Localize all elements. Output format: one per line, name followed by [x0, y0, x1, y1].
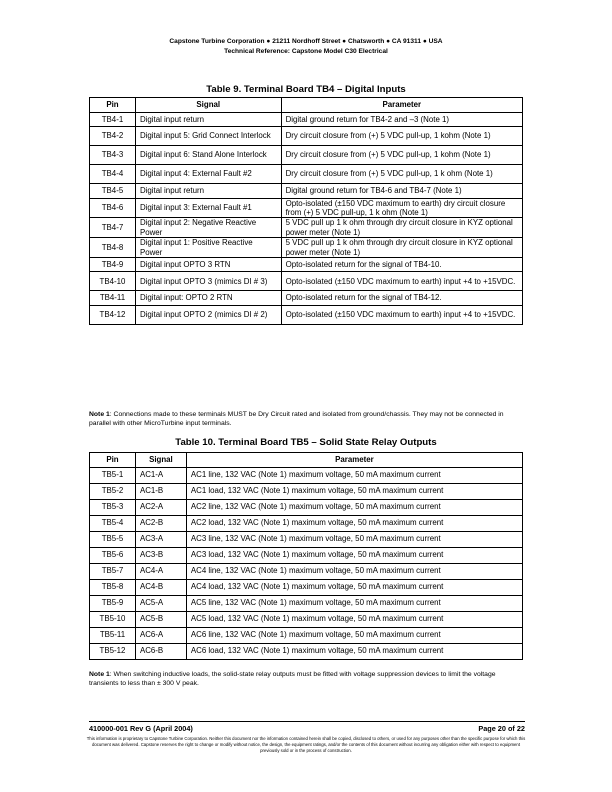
table9-cell-pin: TB4-6	[90, 198, 136, 218]
header-reference-line: Technical Reference: Capstone Model C30 Electrical	[224, 47, 388, 55]
table10-cell-pin: TB5-7	[90, 563, 136, 579]
table9-cell-parameter: Opto-isolated (±150 VDC maximum to earth) dry circuit closure from (+) 5 VDC pull-up, 1 k ohm (Note 1)	[281, 198, 522, 218]
table10-cell-pin: TB5-10	[90, 611, 136, 627]
table9-cell-pin: TB4-7	[90, 218, 136, 238]
table10-cell-signal: AC3-B	[135, 547, 186, 563]
table10-cell-signal: AC6-A	[135, 627, 186, 643]
table9-row	[90, 238, 523, 258]
footer-divider	[89, 721, 525, 722]
table10-row	[90, 515, 523, 531]
table10-cell-parameter: AC5 load, 132 VAC (Note 1) maximum voltage, 50 mA maximum current	[186, 611, 522, 627]
table10-row	[90, 563, 523, 579]
table9-row	[90, 112, 523, 127]
table9-cell-parameter: 5 VDC pull up 1 k ohm through dry circuit closure in KYZ optional power meter (Note 1)	[281, 238, 522, 258]
table9-cell-parameter: Digital ground return for TB4-6 and TB4-7 (Note 1)	[281, 184, 522, 199]
table10-row	[90, 627, 523, 643]
table10-cell-signal: AC5-B	[135, 611, 186, 627]
table9-cell-signal: Digital input 1: Positive Reactive Power	[135, 238, 281, 258]
table10-cell-pin: TB5-2	[90, 483, 136, 499]
table9-cell-signal: Digital input return	[135, 184, 281, 199]
table9-header-row	[90, 98, 523, 113]
table10-cell-signal: AC1-B	[135, 483, 186, 499]
table9-cell-pin: TB4-8	[90, 238, 136, 258]
table9-cell-pin: TB4-10	[90, 272, 136, 291]
table9-cell-signal: Digital input OPTO 2 (mimics DI # 2)	[135, 305, 281, 324]
table10-cell-signal: AC4-B	[135, 579, 186, 595]
footer-document-id: 410000-001 Rev G (April 2004)	[89, 724, 193, 733]
table10-note	[89, 670, 525, 689]
table9-row	[90, 218, 523, 238]
table10-relay-outputs	[89, 452, 523, 660]
table10-row	[90, 611, 523, 627]
table9-cell-pin: TB4-3	[90, 146, 136, 165]
table10-header-row	[90, 453, 523, 468]
table9-cell-signal: Digital input OPTO 3 RTN	[135, 257, 281, 272]
table10-cell-parameter: AC2 load, 132 VAC (Note 1) maximum voltage, 50 mA maximum current	[186, 515, 522, 531]
table9-note-text: : Connections made to these terminals MUST be Dry Circuit rated and isolated from ground/chassis. They may not be connected in parallel with other MicroTurbine input terminals.	[89, 411, 504, 428]
table9-cell-pin: TB4-2	[90, 127, 136, 146]
table9-cell-signal: Digital input 6: Stand Alone Interlock	[135, 146, 281, 165]
table9-cell-pin: TB4-12	[90, 305, 136, 324]
table9-note	[89, 410, 525, 429]
header-company-line: Capstone Turbine Corporation ● 21211 Nordhoff Street ● Chatsworth ● CA 91311 ● USA	[169, 38, 443, 45]
table9-header-signal: Signal	[135, 98, 281, 113]
table10-cell-signal: AC4-A	[135, 563, 186, 579]
footer-disclaimer: This information is proprietary to Capstone Turbine Corporation. Neither this document nor the information contained herein shall be copied, disclosed to others, or used for any purposes other than the specific purpose for which this document was delivered. Capstone reserves the right to change or modify without notice, the design, the equipment ratings, and/or the contents of this document without incurring any obligation either with respect to equipment previously sold or in the process of construction.	[86, 736, 526, 753]
table10-note-text: : When switching inductive loads, the solid-state relay outputs must be fitted with voltage suppression devices to limit the voltage transients to less than ± 300 V peak.	[89, 671, 496, 688]
table9-cell-signal: Digital input OPTO 3 (mimics DI # 3)	[135, 272, 281, 291]
table10-cell-signal: AC1-A	[135, 467, 186, 483]
table9-cell-parameter: Opto-isolated return for the signal of TB4-12.	[281, 291, 522, 306]
table10-row	[90, 531, 523, 547]
table10-cell-parameter: AC1 line, 132 VAC (Note 1) maximum voltage, 50 mA maximum current	[186, 467, 522, 483]
table9-row	[90, 165, 523, 184]
table10-cell-pin: TB5-1	[90, 467, 136, 483]
table9-cell-signal: Digital input 2: Negative Reactive Power	[135, 218, 281, 238]
table9-cell-pin: TB4-1	[90, 112, 136, 127]
table10-header-signal: Signal	[135, 453, 186, 468]
table9-header-parameter: Parameter	[281, 98, 522, 113]
table9-row	[90, 198, 523, 218]
table10-row	[90, 643, 523, 659]
table10-cell-pin: TB5-11	[90, 627, 136, 643]
table10-note-label: Note 1	[89, 671, 110, 678]
table10-cell-parameter: AC3 load, 132 VAC (Note 1) maximum voltage, 50 mA maximum current	[186, 547, 522, 563]
table10-cell-signal: AC2-A	[135, 499, 186, 515]
table9-cell-parameter: Opto-isolated (±150 VDC maximum to earth) input +4 to +15VDC.	[281, 272, 522, 291]
table10-cell-parameter: AC2 line, 132 VAC (Note 1) maximum voltage, 50 mA maximum current	[186, 499, 522, 515]
table9-cell-parameter: Opto-isolated (±150 VDC maximum to earth) input +4 to +15VDC.	[281, 305, 522, 324]
table10-row	[90, 579, 523, 595]
table9-header-pin: Pin	[90, 98, 136, 113]
table9-cell-parameter: Opto-isolated return for the signal of TB4-10.	[281, 257, 522, 272]
table9-cell-signal: Digital input 4: External Fault #2	[135, 165, 281, 184]
table10-row	[90, 499, 523, 515]
table9-cell-pin: TB4-4	[90, 165, 136, 184]
table9-cell-signal: Digital input 5: Grid Connect Interlock	[135, 127, 281, 146]
table9-title: Table 9. Terminal Board TB4 – Digital Inputs	[206, 84, 406, 95]
table9-row	[90, 272, 523, 291]
table9-cell-pin: TB4-5	[90, 184, 136, 199]
table10-cell-parameter: AC5 line, 132 VAC (Note 1) maximum voltage, 50 mA maximum current	[186, 595, 522, 611]
table10-header-pin: Pin	[90, 453, 136, 468]
table10-cell-parameter: AC6 load, 132 VAC (Note 1) maximum voltage, 50 mA maximum current	[186, 643, 522, 659]
table10-cell-signal: AC6-B	[135, 643, 186, 659]
table9-row	[90, 291, 523, 306]
table9-cell-parameter: Dry circuit closure from (+) 5 VDC pull-up, 1 kohm (Note 1)	[281, 127, 522, 146]
table10-cell-pin: TB5-8	[90, 579, 136, 595]
table10-cell-pin: TB5-5	[90, 531, 136, 547]
table9-row	[90, 146, 523, 165]
table10-row	[90, 595, 523, 611]
table10-row	[90, 467, 523, 483]
table9-cell-pin: TB4-11	[90, 291, 136, 306]
table9-cell-signal: Digital input 3: External Fault #1	[135, 198, 281, 218]
table10-cell-parameter: AC6 line, 132 VAC (Note 1) maximum voltage, 50 mA maximum current	[186, 627, 522, 643]
table10-cell-parameter: AC3 line, 132 VAC (Note 1) maximum voltage, 50 mA maximum current	[186, 531, 522, 547]
table10-cell-signal: AC5-A	[135, 595, 186, 611]
footer-page-number: Page 20 of 22	[478, 724, 525, 733]
table9-cell-pin: TB4-9	[90, 257, 136, 272]
table10-cell-signal: AC2-B	[135, 515, 186, 531]
table9-row	[90, 305, 523, 324]
table9-cell-parameter: 5 VDC pull up 1 k ohm through dry circuit closure in KYZ optional power meter (Note 1)	[281, 218, 522, 238]
table9-cell-parameter: Dry circuit closure from (+) 5 VDC pull-up, 1 kohm (Note 1)	[281, 146, 522, 165]
table9-row	[90, 184, 523, 199]
table10-row	[90, 483, 523, 499]
table9-row	[90, 257, 523, 272]
table10-header-parameter: Parameter	[186, 453, 522, 468]
table10-cell-pin: TB5-6	[90, 547, 136, 563]
table9-digital-inputs	[89, 97, 523, 325]
table10-cell-parameter: AC4 line, 132 VAC (Note 1) maximum voltage, 50 mA maximum current	[186, 563, 522, 579]
table10-cell-pin: TB5-12	[90, 643, 136, 659]
page-header	[0, 37, 612, 56]
table9-cell-signal: Digital input: OPTO 2 RTN	[135, 291, 281, 306]
table10-row	[90, 547, 523, 563]
table9-cell-parameter: Dry circuit closure from (+) 5 VDC pull-up, 1 k ohm (Note 1)	[281, 165, 522, 184]
table10-title: Table 10. Terminal Board TB5 – Solid State Relay Outputs	[175, 437, 437, 448]
table10-cell-pin: TB5-9	[90, 595, 136, 611]
table10-cell-pin: TB5-3	[90, 499, 136, 515]
table9-note-label: Note 1	[89, 411, 110, 418]
table9-row	[90, 127, 523, 146]
table10-cell-parameter: AC4 load, 132 VAC (Note 1) maximum voltage, 50 mA maximum current	[186, 579, 522, 595]
table9-cell-signal: Digital input return	[135, 112, 281, 127]
table9-cell-parameter: Digital ground return for TB4-2 and –3 (Note 1)	[281, 112, 522, 127]
table10-cell-pin: TB5-4	[90, 515, 136, 531]
table10-cell-parameter: AC1 load, 132 VAC (Note 1) maximum voltage, 50 mA maximum current	[186, 483, 522, 499]
table10-cell-signal: AC3-A	[135, 531, 186, 547]
